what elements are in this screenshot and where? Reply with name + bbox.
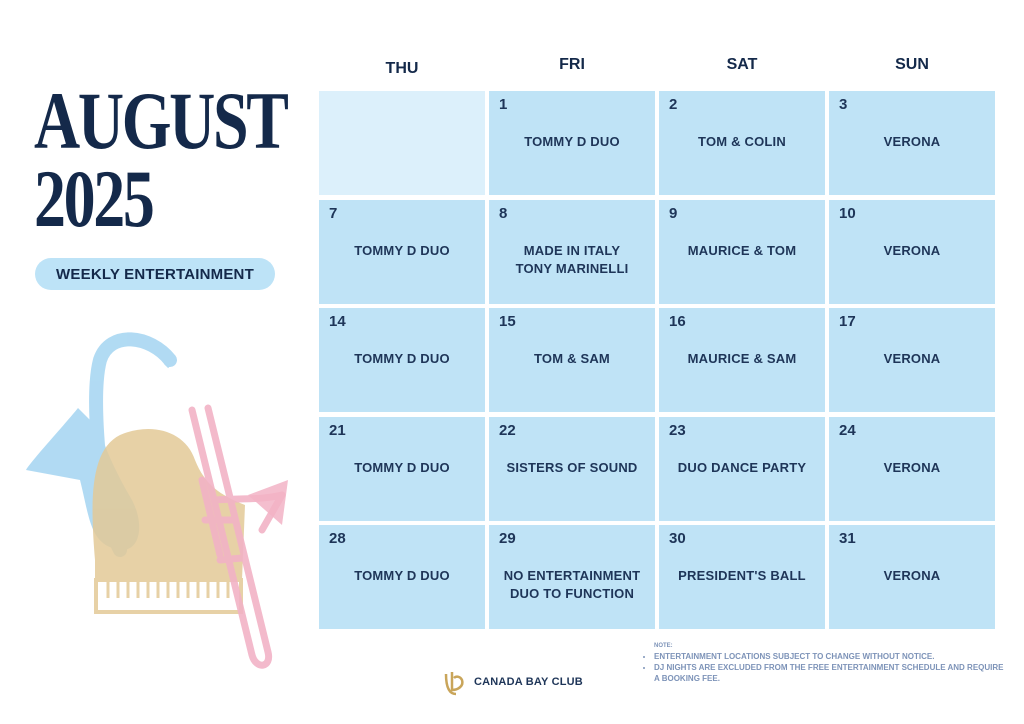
day-number: 14 [329, 313, 346, 330]
event-name [829, 133, 995, 151]
event-line: VERONA [883, 242, 941, 258]
day-number: 10 [839, 204, 856, 222]
event-name [489, 350, 655, 368]
event-line: MAURICE & TOM [687, 242, 797, 258]
calendar-day [829, 200, 995, 304]
calendar-day [319, 417, 485, 521]
day-number: 31 [839, 530, 856, 547]
event-name [659, 242, 825, 260]
month-title-line2: 2025 [34, 153, 153, 244]
event-line: TONY MARINELLI [515, 260, 629, 276]
calendar-day [489, 417, 655, 521]
day-number: 15 [499, 313, 516, 330]
day-number: 7 [329, 204, 338, 222]
calendar-day [489, 200, 655, 304]
day-number: 16 [669, 313, 686, 330]
event-name [319, 459, 485, 477]
calendar-day [659, 525, 825, 629]
weekday-thu: THU [385, 60, 419, 77]
day-number: 28 [329, 530, 346, 547]
weekday-header [319, 56, 997, 80]
day-number: 17 [839, 313, 856, 330]
event-line: SISTERS OF SOUND [506, 459, 638, 475]
event-name [489, 459, 655, 477]
calendar-day [489, 91, 655, 195]
day-number: 29 [499, 530, 516, 547]
day-number: 8 [499, 204, 508, 222]
note-item: • DJ NIGHTS ARE EXCLUDED FROM THE FREE ENTERTAINMENT SCHEDULE AND REQUIRE A BOOKING FEE. [654, 662, 1010, 684]
event-line: TOMMY D DUO [354, 568, 450, 583]
weekday-sun: SUN [895, 56, 929, 73]
weekly-entertainment-label: WEEKLY ENTERTAINMENT [56, 265, 254, 283]
event-name [319, 242, 485, 260]
event-name [659, 133, 825, 151]
event-name [829, 567, 995, 585]
notes-label: NOTE: [654, 643, 673, 649]
calendar-day [659, 200, 825, 304]
day-number: 23 [669, 421, 686, 439]
event-line: PRESIDENT'S BALL [678, 568, 806, 583]
event-line: VERONA [883, 134, 941, 149]
event-line: TOM & SAM [534, 351, 610, 366]
day-number: 21 [329, 421, 346, 439]
event-name [489, 567, 655, 603]
calendar-day [489, 525, 655, 629]
calendar-day-empty [319, 91, 485, 195]
event-line: MAURICE & SAM [687, 351, 797, 366]
event-name [489, 133, 655, 151]
event-name [659, 567, 825, 585]
calendar-day [319, 200, 485, 304]
event-line: VERONA [883, 351, 941, 366]
event-name [659, 350, 825, 368]
event-name [829, 350, 995, 368]
club-logo-text: CANADA BAY CLUB [474, 676, 583, 688]
event-name [489, 242, 655, 278]
calendar-day [659, 308, 825, 412]
day-number: 22 [499, 421, 516, 439]
calendar-day [829, 91, 995, 195]
calendar-day [489, 308, 655, 412]
notes-list [640, 651, 1010, 684]
event-line: NO ENTERTAINMENT [503, 568, 641, 583]
weekday-sat: SAT [726, 56, 758, 73]
event-line: TOMMY D DUO [354, 459, 450, 475]
calendar-day [829, 525, 995, 629]
calendar-day [319, 525, 485, 629]
day-number: 9 [669, 204, 678, 222]
event-line: DUO TO FUNCTION [509, 586, 635, 601]
canada-bay-club-logo-icon [442, 668, 468, 696]
event-line: VERONA [883, 568, 941, 583]
event-name [319, 350, 485, 368]
event-line: TOMMY D DUO [524, 134, 620, 149]
weekly-entertainment-badge [35, 258, 275, 290]
month-title [34, 75, 287, 244]
calendar-day [319, 308, 485, 412]
day-number: 24 [839, 421, 856, 439]
event-line: TOMMY D DUO [354, 351, 450, 366]
calendar-day [659, 91, 825, 195]
day-number: 1 [499, 96, 508, 113]
event-line: TOM & COLIN [698, 134, 786, 149]
event-name [319, 567, 485, 585]
weekday-fri: FRI [559, 56, 585, 73]
calendar-day [659, 417, 825, 521]
event-line: DUO DANCE PARTY [677, 459, 807, 475]
notes [640, 643, 1010, 684]
event-line: VERONA [883, 459, 941, 475]
event-line: MADE IN ITALY [523, 242, 621, 258]
event-line: TOMMY D DUO [354, 242, 450, 258]
calendar-grid [319, 91, 997, 629]
calendar-day [829, 417, 995, 521]
note-item: • ENTERTAINMENT LOCATIONS SUBJECT TO CHANGE WITHOUT NOTICE. [654, 651, 1010, 662]
day-number: 3 [839, 96, 848, 113]
day-number: 2 [669, 96, 678, 113]
event-name [829, 242, 995, 260]
month-title-line1: AUGUST [34, 75, 287, 166]
day-number: 30 [669, 530, 686, 547]
calendar-day [829, 308, 995, 412]
event-name [829, 459, 995, 477]
event-name [659, 459, 825, 477]
instruments-illustration [20, 330, 300, 675]
club-logo [442, 668, 583, 696]
